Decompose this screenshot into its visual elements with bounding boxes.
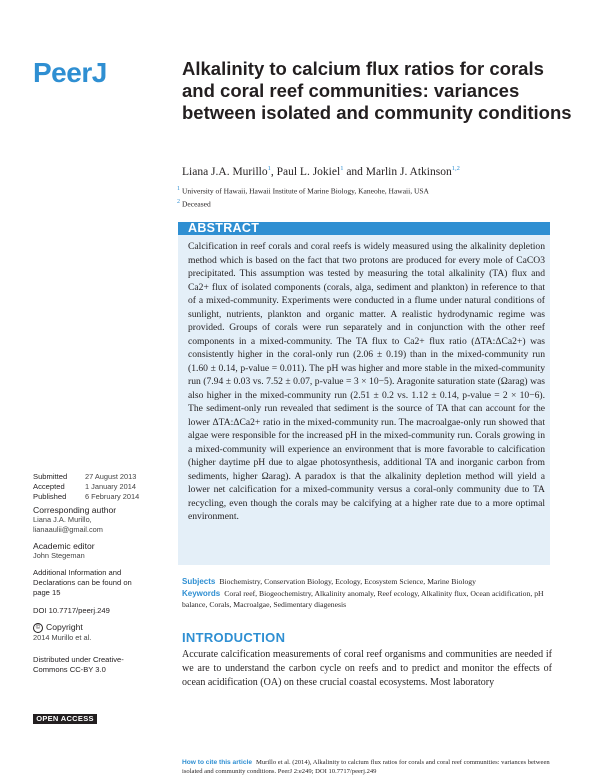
copyright-text: 2014 Murillo et al. [33,632,92,642]
subjects [182,576,554,587]
editor-name: John Stegeman [33,551,85,560]
author-separator: , [270,165,277,178]
subjects-text[interactable]: Biochemistry, Conservation Biology, Ecology, Ecosystem Science, Marine Biology [219,577,476,586]
publication-dates [33,472,163,502]
affiliation-marker: 2 [177,198,180,205]
author-separator: and [343,165,366,178]
author-affil-marker: 1 [267,165,271,172]
cite-text: Murillo et al. (2014), Alkalinity to calcium flux ratios for corals and coral reef communities: variances between isolated and community conditions. PeerJ 2:e249; DOI 10.7717/peerj.249 [182,759,550,775]
keywords-label: Keywords [182,589,221,598]
affiliation-text: University of Hawaii, Hawaii Institute of Marine Biology, Kaneohe, Hawaii, USA [182,186,429,196]
author-list [182,165,460,178]
date-label: Submitted [33,472,68,481]
open-access-badge: OPEN ACCESS [33,714,97,724]
author-name[interactable]: Marlin J. Atkinson [365,165,452,178]
corresponding-email[interactable]: lianaaulii@gmail.com [33,525,103,534]
copyright-icon: © [33,623,43,633]
corresponding-label: Corresponding author [33,505,117,515]
corresponding-name: Liana J.A. Murillo, [33,515,92,524]
author-name[interactable]: Paul L. Jokiel [276,165,341,178]
copyright-label: Copyright [46,622,83,632]
date-row [33,472,163,482]
article-title: Alkalinity to calcium flux ratios for corals and coral reef communities: variances between isolated and community conditions [182,58,572,123]
author-name[interactable]: Liana J.A. Murillo [182,165,268,178]
date-label: Accepted [33,482,65,491]
date-value: 6 February 2014 [85,492,140,501]
abstract-heading-bar [178,222,550,235]
editor-label: Academic editor [33,541,95,551]
additional-info[interactable]: Additional Information and Declarations can be found on page 15 [33,568,132,597]
affiliation-text: Deceased [182,199,211,208]
date-row [33,492,163,502]
keywords [182,588,554,610]
corresponding-author [33,505,163,535]
date-value: 27 August 2013 [85,472,137,481]
subjects-label: Subjects [182,577,216,586]
copyright [33,622,163,643]
citation-footer [182,758,567,776]
cite-label: How to cite this article [182,759,252,766]
introduction-text: Accurate calcification measurements of coral reef organisms and communities are needed if we are to understand the carbon cycle on reefs and to predict and monitor the effects of ocean acidification (OA) on these crucial coastal ecosystems. Most laboratory [182,649,552,689]
affiliation-item [177,184,429,197]
date-label: Published [33,492,67,501]
date-row [33,482,163,492]
author-affil-marker: 1 [340,165,344,172]
author-affil-marker: 1,2 [451,165,460,172]
journal-logo: PeerJ [33,57,107,88]
abstract-heading: ABSTRACT [188,221,260,235]
affiliations [177,184,429,209]
license[interactable]: Distributed under Creative-Commons CC-BY 3.0 [33,655,124,674]
doi[interactable]: DOI 10.7717/peerj.249 [33,606,110,615]
date-value: 1 January 2014 [85,482,136,491]
abstract-text: Calcification in reef corals and coral reefs is widely measured using the alkalinity depletion method which is based on the fact that two protons are produced for every mole of CaCO3 precipitated. This assumption was tested by measuring the total alkalinity (TA) flux and Ca2+ flux of isolated components (corals, alga, sediment and plankton) in reference to that of a mixed-community. Experiments were conducted in a flume under natural conditions of sunlight, nutrients, plankton and organic matter. A realistic hydrodynamic regime was provided. Groups of corals were run separately and in conjunction with the other reef components in a mixed-community. The TA flux to Ca2+ flux ratio (ΔTA:ΔCa2+) was consistently higher in the coral-only run (2.06 ± 0.19) than in the mixed-community run (1.60 ± 0.14, p-value = 0.011). The pH was higher and more stable in the mixed-community run (7.94 ± 0.03 vs. 7.52 ± 0.07, p-value = 3 × 10−5). Aragonite saturation state (Ωarag) was also higher in the mixed-community run (2.51 ± 0.2 vs. 1.12 ± 0.14, p-value = 2 × 10−6). The sediment-only run revealed that sediment is the source of TA that can account for the lower ΔTA:ΔCa2+ ratio in the mixed-community run. The macroalgae-only run showed that algae were responsible for the increased pH in the mixed-community run. Corals growing in a mixed-community will experience an environment that is more favorable to calcification (higher daytime pH due to algae photosynthesis, additional TA and inorganic carbon from sediments, higher Ωarag). A paradox is that the alkalinity depletion method will yield a lower net calcification for a mixed-community versus a coral-only community due to TA recycling, even though the corals may be calcifying at a higher rate due to a more optimal environment. [188,241,545,522]
academic-editor [33,541,163,561]
keywords-text[interactable]: Coral reef, Biogeochemistry, Alkalinity anomaly, Reef ecology, Alkalinity flux, Ocean acidification, pH balance, Corals, Macroalgae, Sedimentary diagenesis [182,589,544,609]
affiliation-item [177,197,429,210]
affiliation-marker: 1 [177,186,180,192]
introduction-heading: INTRODUCTION [182,630,286,645]
copyright-label-row [33,622,163,633]
